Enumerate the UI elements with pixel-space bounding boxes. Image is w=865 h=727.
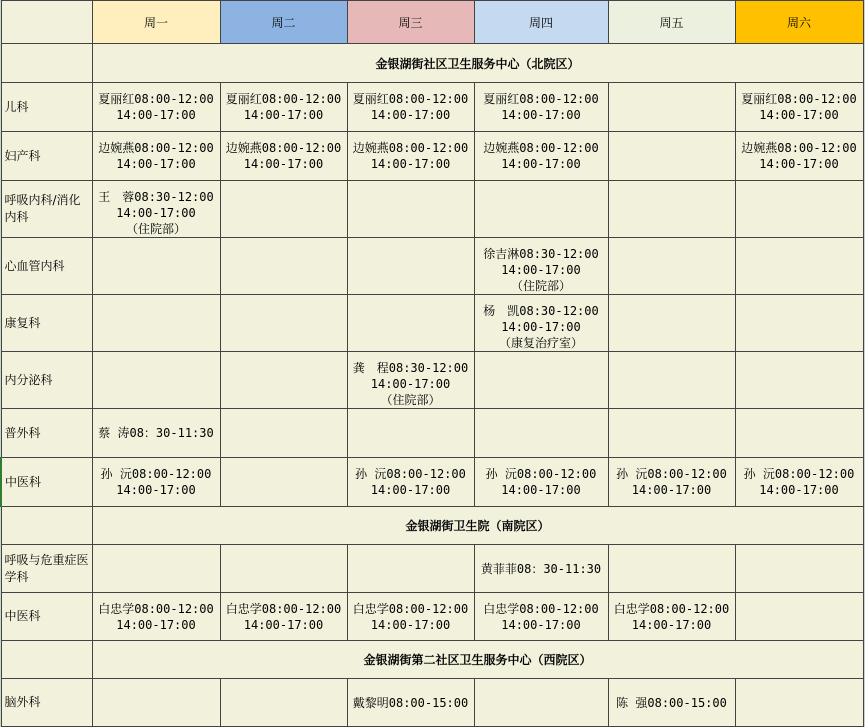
- day-header-cell[interactable]: 周六: [735, 1, 863, 44]
- afternoon-shift-text: 14:00-17:00: [243, 157, 324, 171]
- schedule-cell[interactable]: [608, 295, 735, 352]
- schedule-cell[interactable]: [220, 409, 347, 458]
- department-row: [1, 593, 863, 641]
- schedule-cell[interactable]: [347, 409, 474, 458]
- afternoon-shift-text: 14:00-17:00: [501, 157, 581, 171]
- schedule-cell[interactable]: [735, 132, 863, 181]
- schedule-cell[interactable]: [347, 593, 474, 641]
- afternoon-shift-text: 14:00-17:00: [631, 483, 712, 497]
- afternoon-shift-text: 14:00-17:00: [116, 157, 196, 171]
- schedule-cell[interactable]: [347, 545, 474, 593]
- afternoon-shift-text: 14:00-17:00: [370, 377, 451, 391]
- schedule-cell[interactable]: [474, 409, 608, 458]
- schedule-cell[interactable]: [474, 295, 608, 352]
- section-title[interactable]: 金银湖街社区卫生服务中心（北院区）: [92, 44, 863, 83]
- schedule-cell[interactable]: [608, 545, 735, 593]
- department-name-cell[interactable]: 呼吸内科/消化内科: [1, 181, 92, 238]
- day-header-cell[interactable]: 周二: [220, 1, 347, 44]
- department-name-cell[interactable]: 普外科: [1, 409, 92, 458]
- doctor-shift-text: 孙 沅08:00-12:00: [485, 467, 597, 481]
- schedule-cell[interactable]: [735, 458, 863, 507]
- schedule-cell[interactable]: [347, 238, 474, 295]
- afternoon-shift-text: 14:00-17:00: [116, 483, 196, 497]
- schedule-cell[interactable]: [608, 593, 735, 641]
- department-row: [1, 679, 863, 727]
- section-title[interactable]: 金银湖街第二社区卫生服务中心（西院区）: [92, 641, 863, 679]
- department-name-cell[interactable]: 内分泌科: [1, 352, 92, 409]
- doctor-shift-text: 白忠学08:00-12:00: [98, 602, 214, 616]
- schedule-cell[interactable]: [347, 132, 474, 181]
- afternoon-shift-text: 14:00-17:00: [243, 618, 324, 632]
- section-left-cell[interactable]: [1, 44, 92, 83]
- section-title-row: [1, 44, 863, 83]
- schedule-cell[interactable]: [347, 679, 474, 727]
- day-header-cell[interactable]: 周五: [608, 1, 735, 44]
- afternoon-shift-text: 14:00-17:00: [759, 108, 839, 122]
- doctor-shift-text: 孙 沅08:00-12:00: [100, 467, 212, 481]
- afternoon-shift-text: 14:00-17:00: [370, 618, 451, 632]
- location-note-text: （住院部）: [380, 393, 441, 407]
- doctor-shift-text: 孙 沅08:00-12:00: [616, 467, 727, 481]
- schedule-cell[interactable]: [608, 458, 735, 507]
- afternoon-shift-text: 14:00-17:00: [243, 108, 324, 122]
- schedule-cell[interactable]: [347, 352, 474, 409]
- schedule-cell[interactable]: [608, 238, 735, 295]
- afternoon-shift-text: 14:00-17:00: [116, 108, 196, 122]
- doctor-shift-text: 边婉燕08:00-12:00: [352, 141, 469, 155]
- doctor-shift-text: 夏丽红08:00-12:00: [98, 92, 214, 106]
- schedule-cell[interactable]: [92, 409, 220, 458]
- schedule-cell[interactable]: [347, 295, 474, 352]
- doctor-shift-text: 龚 程08:30-12:00: [352, 361, 469, 375]
- afternoon-shift-text: 14:00-17:00: [759, 483, 839, 497]
- department-name-cell[interactable]: 中医科: [1, 593, 92, 641]
- header-row: [1, 1, 863, 44]
- department-name-cell[interactable]: 儿科: [1, 83, 92, 132]
- department-row: [1, 545, 863, 593]
- afternoon-shift-text: 14:00-17:00: [370, 108, 451, 122]
- afternoon-shift-text: 14:00-17:00: [501, 483, 581, 497]
- schedule-cell[interactable]: [220, 352, 347, 409]
- schedule-cell[interactable]: [347, 83, 474, 132]
- doctor-shift-text: 徐吉淋08:30-12:00: [483, 247, 599, 261]
- schedule-cell[interactable]: [474, 593, 608, 641]
- schedule-cell[interactable]: [220, 181, 347, 238]
- department-row: [1, 238, 863, 295]
- schedule-cell[interactable]: [608, 83, 735, 132]
- afternoon-shift-text: 14:00-17:00: [501, 108, 581, 122]
- department-row: [1, 181, 863, 238]
- schedule-cell[interactable]: [220, 593, 347, 641]
- department-row: [1, 409, 863, 458]
- afternoon-shift-text: 14:00-17:00: [370, 483, 451, 497]
- doctor-shift-text: 边婉燕08:00-12:00: [741, 141, 857, 155]
- doctor-shift-text: 王 蓉08:30-12:00: [98, 190, 214, 204]
- afternoon-shift-text: 14:00-17:00: [759, 157, 839, 171]
- schedule-cell[interactable]: [735, 593, 863, 641]
- schedule-cell[interactable]: [735, 238, 863, 295]
- schedule-cell[interactable]: [608, 679, 735, 727]
- schedule-cell[interactable]: [220, 295, 347, 352]
- day-header-cell[interactable]: 周三: [347, 1, 474, 44]
- location-note-text: （住院部）: [125, 222, 186, 236]
- doctor-shift-text: 夏丽红08:00-12:00: [741, 92, 857, 106]
- schedule-cell[interactable]: [735, 409, 863, 458]
- schedule-cell[interactable]: [220, 132, 347, 181]
- schedule-cell[interactable]: [92, 83, 220, 132]
- doctor-shift-text: 白忠学08:00-12:00: [613, 602, 730, 616]
- schedule-cell[interactable]: [474, 238, 608, 295]
- doctor-shift-text: 边婉燕08:00-12:00: [483, 141, 599, 155]
- corner-cell[interactable]: [1, 1, 92, 44]
- schedule-cell[interactable]: [608, 132, 735, 181]
- section-left-cell[interactable]: [1, 507, 92, 545]
- location-note-text: （康复治疗室）: [498, 336, 583, 350]
- section-title[interactable]: 金银湖街卫生院（南院区）: [92, 507, 863, 545]
- department-row: [1, 458, 863, 507]
- department-row: [1, 352, 863, 409]
- schedule-cell[interactable]: [735, 679, 863, 727]
- schedule-cell[interactable]: [347, 458, 474, 507]
- schedule-cell[interactable]: [474, 132, 608, 181]
- schedule-cell[interactable]: [220, 83, 347, 132]
- schedule-cell[interactable]: [474, 679, 608, 727]
- doctor-shift-text: 孙 沅08:00-12:00: [743, 467, 855, 481]
- department-row: [1, 83, 863, 132]
- schedule-cell[interactable]: [474, 83, 608, 132]
- section-left-cell[interactable]: [1, 641, 92, 679]
- schedule-cell[interactable]: [92, 295, 220, 352]
- doctor-shift-text: 黄菲菲08：30-11:30: [480, 561, 602, 576]
- schedule-cell[interactable]: [92, 458, 220, 507]
- schedule-cell[interactable]: [474, 352, 608, 409]
- schedule-cell[interactable]: [92, 132, 220, 181]
- doctor-shift-text: 白忠学08:00-12:00: [352, 602, 469, 616]
- schedule-cell[interactable]: [735, 545, 863, 593]
- schedule-cell[interactable]: [92, 545, 220, 593]
- schedule-cell[interactable]: [92, 593, 220, 641]
- schedule-cell[interactable]: [92, 352, 220, 409]
- department-name-cell[interactable]: 呼吸与危重症医学科: [1, 545, 92, 593]
- schedule-cell[interactable]: [220, 458, 347, 507]
- schedule-cell[interactable]: [92, 238, 220, 295]
- doctor-shift-text: 夏丽红08:00-12:00: [483, 92, 599, 106]
- doctor-shift-text: 边婉燕08:00-12:00: [225, 141, 342, 155]
- schedule-cell[interactable]: [608, 181, 735, 238]
- doctor-shift-text: 蔡 涛08：30-11:30: [98, 426, 214, 440]
- day-header-cell[interactable]: 周一: [92, 1, 220, 44]
- doctor-shift-text: 杨 凯08:30-12:00: [483, 304, 599, 318]
- schedule-cell[interactable]: [735, 181, 863, 238]
- schedule-cell[interactable]: [735, 83, 863, 132]
- schedule-cell[interactable]: [474, 545, 608, 593]
- schedule-cell[interactable]: [735, 295, 863, 352]
- schedule-cell[interactable]: [92, 181, 220, 238]
- department-name-cell[interactable]: 心血管内科: [1, 238, 92, 295]
- doctor-shift-text: 夏丽红08:00-12:00: [352, 92, 469, 106]
- department-row: [1, 295, 863, 352]
- doctor-shift-text: 孙 沅08:00-12:00: [355, 467, 466, 481]
- location-note-text: （住院部）: [510, 279, 571, 293]
- department-row: [1, 132, 863, 181]
- schedule-cell[interactable]: [220, 238, 347, 295]
- afternoon-shift-text: 14:00-17:00: [501, 320, 581, 334]
- schedule-cell[interactable]: [474, 458, 608, 507]
- department-name-cell[interactable]: 脑外科: [1, 679, 92, 727]
- schedule-cell[interactable]: [220, 679, 347, 727]
- doctor-shift-text: 白忠学08:00-12:00: [225, 602, 342, 616]
- doctor-shift-text: 白忠学08:00-12:00: [483, 602, 599, 616]
- section-title-row: [1, 507, 863, 545]
- afternoon-shift-text: 14:00-17:00: [631, 618, 712, 632]
- schedule-cell[interactable]: [347, 181, 474, 238]
- department-name-cell[interactable]: 妇产科: [1, 132, 92, 181]
- doctor-shift-text: 陈 强08:00-15:00: [616, 695, 727, 710]
- doctor-shift-text: 戴黎明08:00-15:00: [352, 695, 469, 710]
- doctor-shift-text: 夏丽红08:00-12:00: [225, 92, 342, 106]
- afternoon-shift-text: 14:00-17:00: [370, 157, 451, 171]
- schedule-cell[interactable]: [92, 679, 220, 727]
- schedule-cell[interactable]: [608, 409, 735, 458]
- day-header-cell[interactable]: 周四: [474, 1, 608, 44]
- schedule-cell[interactable]: [735, 352, 863, 409]
- schedule-cell[interactable]: [474, 181, 608, 238]
- department-name-cell[interactable]: 康复科: [1, 295, 92, 352]
- afternoon-shift-text: 14:00-17:00: [116, 206, 196, 220]
- section-title-row: [1, 641, 863, 679]
- afternoon-shift-text: 14:00-17:00: [501, 263, 581, 277]
- afternoon-shift-text: 14:00-17:00: [501, 618, 581, 632]
- doctor-shift-text: 边婉燕08:00-12:00: [98, 141, 214, 155]
- department-name-cell[interactable]: 中医科: [1, 458, 92, 507]
- afternoon-shift-text: 14:00-17:00: [116, 618, 196, 632]
- schedule-cell[interactable]: [220, 545, 347, 593]
- schedule-cell[interactable]: [608, 352, 735, 409]
